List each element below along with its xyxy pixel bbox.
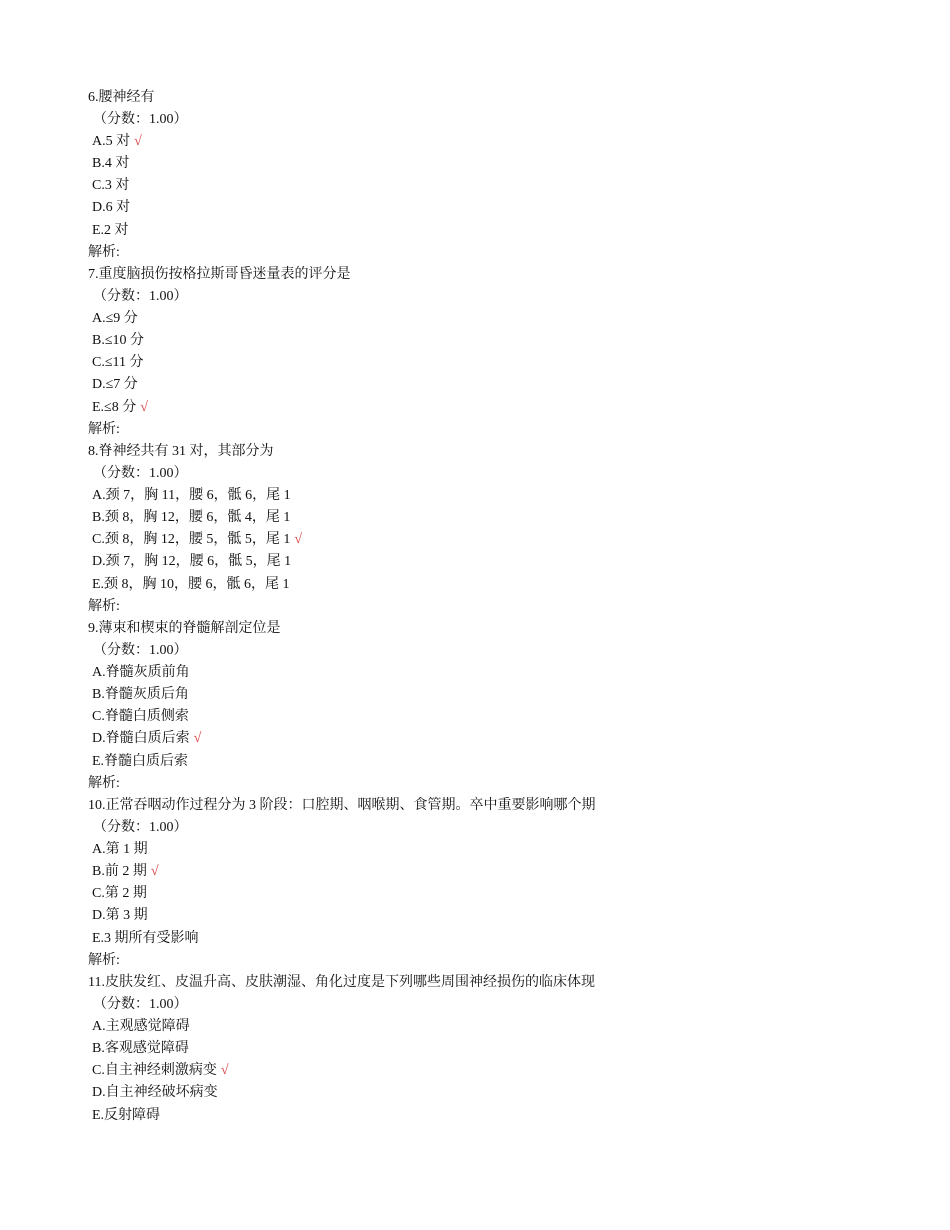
analysis-label: 解析: <box>88 952 120 968</box>
option-d <box>88 905 596 927</box>
correct-check-icon: √ <box>140 399 148 415</box>
option-text: A.颈 7，胸 11，腰 6，骶 6，尾 1 <box>92 488 291 504</box>
question-9 <box>88 618 281 795</box>
question-10 <box>88 795 596 972</box>
option-d <box>88 551 302 573</box>
option-a <box>88 308 351 330</box>
option-c <box>88 883 596 905</box>
option-d <box>88 197 188 219</box>
option-text: C.≤11 分 <box>92 355 144 371</box>
option-text: E.脊髓白质后索 <box>92 753 189 769</box>
option-e <box>88 1105 595 1127</box>
option-a <box>88 485 302 507</box>
option-text: D.脊髓白质后索 <box>92 731 190 747</box>
correct-check-icon: √ <box>150 864 159 880</box>
option-c <box>88 706 281 728</box>
question-title: 7.重度脑损伤按格拉斯哥昏迷量表的评分是 <box>88 267 351 282</box>
analysis-label: 解析: <box>88 775 120 791</box>
option-b <box>88 507 302 529</box>
option-text: C.自主神经刺激病变 <box>92 1063 217 1079</box>
correct-check-icon: √ <box>134 134 142 150</box>
option-text: B.客观感觉障碍 <box>92 1041 189 1057</box>
option-text: E.反射障碍 <box>92 1107 161 1123</box>
option-e <box>88 397 351 419</box>
option-b <box>88 330 351 352</box>
question-title: 10.正常吞咽动作过程分为 3 阶段：口腔期、咽喉期、食管期。卒中重要影响哪个期 <box>88 798 596 813</box>
option-text: D.≤7 分 <box>92 377 138 393</box>
analysis-label: 解析: <box>88 598 120 614</box>
option-text: A.≤9 分 <box>92 311 138 327</box>
correct-check-icon: √ <box>294 532 303 548</box>
question-8 <box>88 441 302 618</box>
option-b <box>88 861 596 883</box>
option-text: B.颈 8，胸 12，腰 6，骶 4，尾 1 <box>92 510 291 526</box>
option-text: C.第 2 期 <box>92 886 147 902</box>
question-title: 6.腰神经有 <box>88 90 155 105</box>
option-c <box>88 529 302 551</box>
option-text: E.颈 8，胸 10，腰 6，骶 6，尾 1 <box>92 576 290 592</box>
option-text: B.≤10 分 <box>92 333 145 349</box>
option-text: D.6 对 <box>92 200 131 216</box>
option-b <box>88 684 281 706</box>
option-text: A.5 对 <box>92 134 131 150</box>
option-d <box>88 374 351 396</box>
correct-check-icon: √ <box>220 1063 229 1079</box>
option-b <box>88 1038 595 1060</box>
option-d <box>88 1082 595 1104</box>
option-text: A.第 1 期 <box>92 842 148 858</box>
question-11 <box>88 972 595 1127</box>
option-c <box>88 352 351 374</box>
analysis-label: 解析: <box>88 421 120 437</box>
analysis-label: 解析: <box>88 244 120 260</box>
option-b <box>88 153 188 175</box>
option-text: D.颈 7，胸 12，腰 6，骶 5，尾 1 <box>92 554 292 570</box>
option-text: C.3 对 <box>92 178 130 194</box>
option-text: B.4 对 <box>92 156 130 172</box>
option-a <box>88 662 281 684</box>
correct-check-icon: √ <box>193 731 202 747</box>
option-e <box>88 928 596 950</box>
question-score: （分数：1.00） <box>93 466 188 482</box>
option-text: B.前 2 期 <box>92 864 147 880</box>
option-text: A.脊髓灰质前角 <box>92 665 190 681</box>
option-a <box>88 131 188 153</box>
option-text: B.脊髓灰质后角 <box>92 687 189 703</box>
question-title: 8.脊神经共有 31 对，其部分为 <box>88 444 274 459</box>
option-e <box>88 220 188 242</box>
option-c <box>88 175 188 197</box>
option-a <box>88 839 596 861</box>
question-title: 9.薄束和楔束的脊髓解剖定位是 <box>88 621 281 636</box>
question-score: （分数：1.00） <box>93 112 188 128</box>
question-6 <box>88 87 188 264</box>
option-d <box>88 728 281 750</box>
question-title: 11.皮肤发红、皮温升高、皮肤潮湿、角化过度是下列哪些周围神经损伤的临床体现 <box>88 975 595 990</box>
option-text: A.主观感觉障碍 <box>92 1019 190 1035</box>
option-text: D.第 3 期 <box>92 908 148 924</box>
question-score: （分数：1.00） <box>93 643 188 659</box>
option-text: E.≤8 分 <box>92 399 137 415</box>
option-e <box>88 574 302 596</box>
option-text: D.自主神经破坏病变 <box>92 1085 218 1101</box>
option-a <box>88 1016 595 1038</box>
option-text: E.2 对 <box>92 222 129 238</box>
option-text: E.3 期所有受影响 <box>92 930 199 946</box>
option-text: C.颈 8，胸 12，腰 5，骶 5，尾 1 <box>92 532 291 548</box>
option-e <box>88 751 281 773</box>
question-7 <box>88 264 351 441</box>
question-score: （分数：1.00） <box>93 997 188 1013</box>
option-c <box>88 1060 595 1082</box>
option-text: C.脊髓白质侧索 <box>92 709 189 725</box>
question-score: （分数：1.00） <box>93 289 188 305</box>
question-score: （分数：1.00） <box>93 820 188 836</box>
